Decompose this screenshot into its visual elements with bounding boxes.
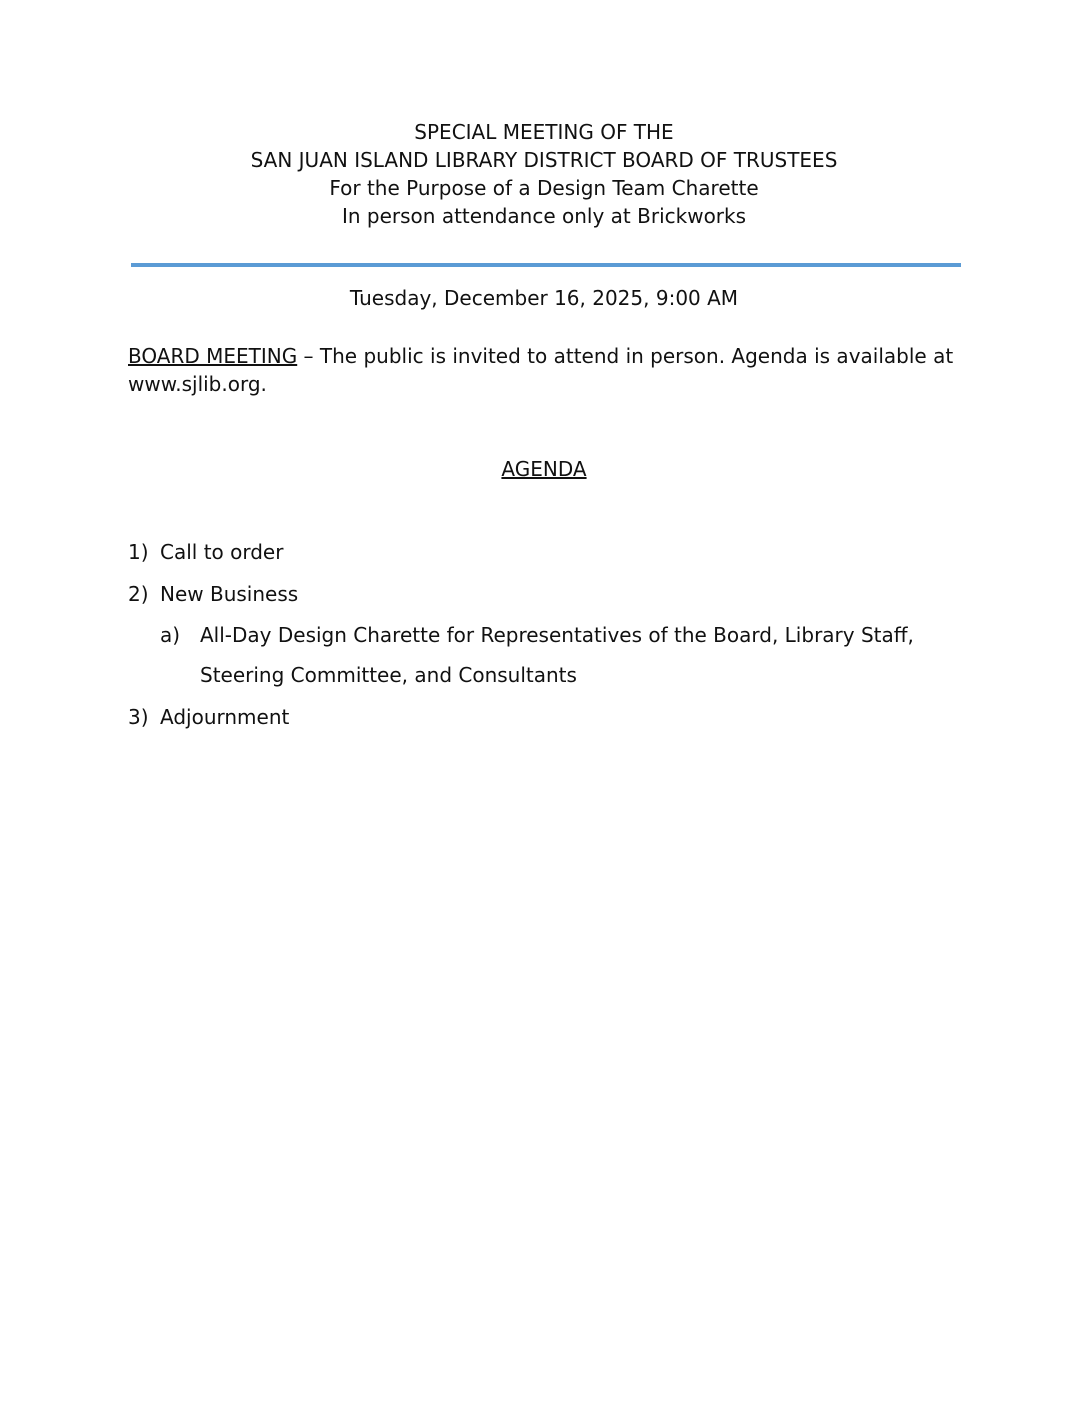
agenda-item-2 bbox=[128, 580, 728, 608]
header-divider bbox=[131, 263, 961, 267]
agenda-item-text: Call to order bbox=[160, 540, 284, 564]
agenda-item-text: New Business bbox=[160, 582, 299, 606]
notice-text: – The public is invited to attend in person. Agenda is available at www.sjlib.org. bbox=[128, 344, 954, 396]
notice-label: BOARD MEETING bbox=[128, 344, 298, 368]
header-line-4: In person attendance only at Brickworks bbox=[341, 204, 747, 228]
agenda-subitem-letter: a) bbox=[160, 623, 181, 647]
agenda-item-text: Adjournment bbox=[160, 705, 290, 729]
agenda-subitem-text-line-1: All-Day Design Charette for Representatives of the Board, Library Staff, bbox=[200, 623, 914, 647]
agenda-title: AGENDA bbox=[501, 457, 587, 481]
agenda-subitem-a bbox=[160, 621, 960, 691]
header-line-2: SAN JUAN ISLAND LIBRARY DISTRICT BOARD OF TRUSTEES bbox=[250, 148, 838, 172]
header-line-1: SPECIAL MEETING OF THE bbox=[414, 120, 674, 144]
agenda-item-1 bbox=[128, 538, 728, 566]
agenda-subitem-text-line-2: Steering Committee, and Consultants bbox=[200, 663, 577, 687]
header-line-3: For the Purpose of a Design Team Charette bbox=[329, 176, 759, 200]
meeting-date: Tuesday, December 16, 2025, 9:00 AM bbox=[349, 286, 739, 310]
agenda-item-number: 2) bbox=[128, 582, 149, 606]
agenda-item-3 bbox=[128, 703, 728, 731]
agenda-item-number: 1) bbox=[128, 540, 149, 564]
agenda-item-number: 3) bbox=[128, 705, 149, 729]
board-meeting-notice bbox=[128, 342, 958, 398]
document-header bbox=[0, 118, 1088, 230]
